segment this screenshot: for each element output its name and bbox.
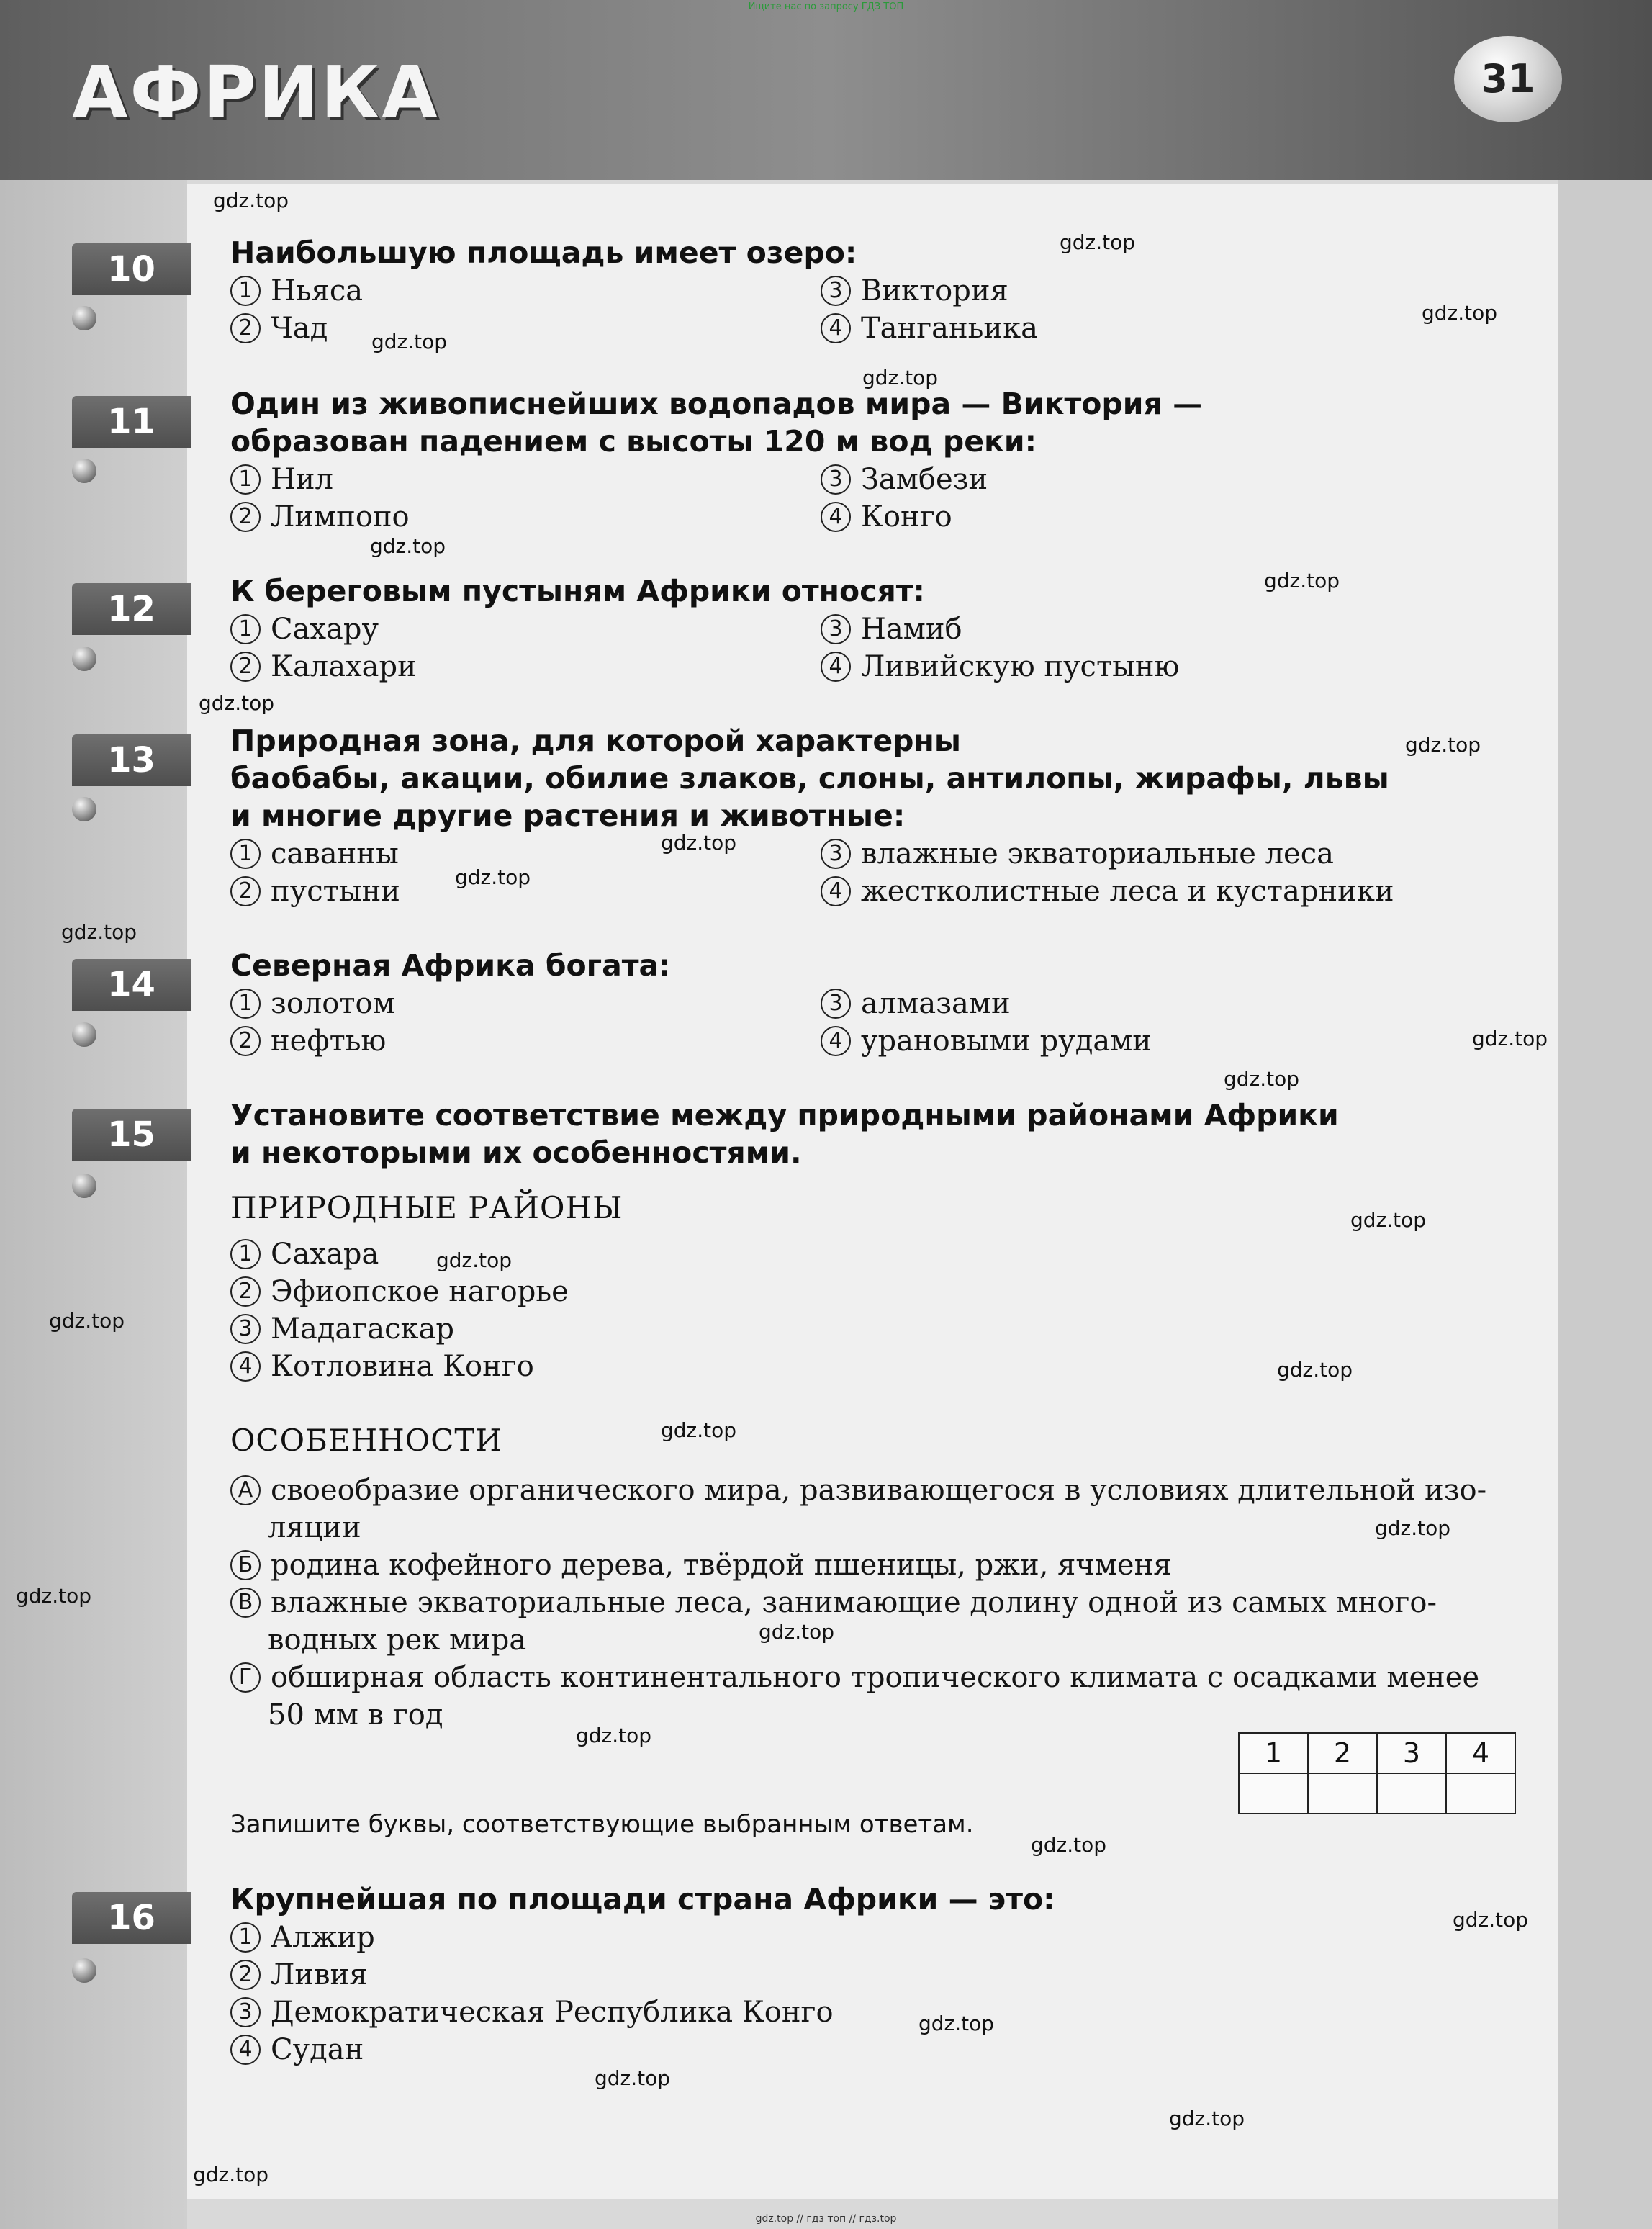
feature-g-cont: 50 мм в год [268,1698,443,1732]
bullet-dot [72,1958,96,1983]
option-number-icon: 1 [230,464,261,495]
option-number-icon: 4 [821,313,851,343]
feature-g: Г обширная область континентального тропического климата с осадками менее [230,1659,1479,1696]
watermark: gdz.top [1422,301,1498,325]
question-number-13: 13 [72,734,191,786]
feature-b: Б родина кофейного дерева, твёрдой пшеницы, ржи, ячменя [230,1546,1171,1584]
question-12-text: К береговым пустыням Африки относят: [230,574,925,608]
watermark: gdz.top [371,330,448,354]
page-number: 31 [1481,56,1535,102]
bullet-dot [72,1022,96,1047]
option-number-icon: 2 [230,1960,261,1990]
q12-option-1[interactable]: 1 Сахару [230,611,379,648]
option-number-icon: 4 [230,2035,261,2065]
question-number-14: 14 [72,959,191,1011]
q12-option-4[interactable]: 4 Ливийскую пустыню [821,648,1179,685]
q14-option-1[interactable]: 1 золотом [230,985,395,1022]
question-15-line-1: Установите соответствие между природными районами Африки [230,1098,1339,1132]
watermark: gdz.top [1277,1358,1353,1382]
q13-option-1[interactable]: 1 саванны [230,835,399,873]
q14-option-2[interactable]: 2 нефтью [230,1022,386,1060]
q16-option-1[interactable]: 1 Алжир [230,1919,375,1956]
bullet-dot [72,306,96,330]
question-11-line-1: Один из живописнейших водопадов мира — Виктория — [230,387,1203,421]
watermark: gdz.top [16,1584,92,1608]
option-number-icon: 3 [821,464,851,495]
regions-heading: ПРИРОДНЫЕ РАЙОНЫ [230,1190,623,1225]
option-number-icon: 1 [230,276,261,306]
answer-header-1: 1 [1239,1733,1308,1773]
q16-option-3[interactable]: 3 Демократическая Республика Конго [230,1994,834,2031]
option-number-icon: 3 [821,614,851,644]
watermark: gdz.top [199,691,275,715]
question-13-line-3: и многие другие растения и животные: [230,798,906,833]
option-number-icon: 4 [821,652,851,682]
watermark: gdz.top [213,189,289,212]
watermark: gdz.top [1169,2107,1245,2130]
watermark: gdz.top [1375,1516,1451,1540]
question-13-line-1: Природная зона, для которой характерны [230,724,961,758]
q13-option-3[interactable]: 3 влажные экваториальные леса [821,835,1334,873]
watermark: gdz.top [1264,569,1340,593]
option-number-icon: 3 [230,1314,261,1344]
top-note: Ищите нас по запросу ГДЗ ТОП [748,1,904,12]
q10-option-1[interactable]: 1 Ньяса [230,272,363,310]
question-number-10: 10 [72,243,191,295]
bullet-dot [72,647,96,671]
watermark: gdz.top [1405,733,1481,757]
watermark: gdz.top [661,1418,737,1442]
feature-a: А своеобразие органического мира, развивающегося в условиях длительной изо- [230,1472,1486,1509]
feature-a-cont: ляции [268,1511,361,1544]
q12-option-2[interactable]: 2 Калахари [230,648,417,685]
letter-icon: Г [230,1662,261,1693]
watermark: gdz.top [1453,1908,1529,1932]
watermark: gdz.top [370,534,446,558]
answer-header-4: 4 [1446,1733,1515,1773]
q11-option-4[interactable]: 4 Конго [821,498,952,536]
question-13-line-2: баобабы, акации, обилие злаков, слоны, антилопы, жирафы, львы [230,761,1389,796]
watermark: gdz.top [661,831,737,855]
option-number-icon: 2 [230,502,261,532]
q10-option-4[interactable]: 4 Танганьика [821,310,1038,347]
option-number-icon: 1 [230,1922,261,1953]
q11-option-3[interactable]: 3 Замбези [821,461,988,498]
option-number-icon: 1 [230,839,261,869]
watermark: gdz.top [918,2012,995,2035]
q14-option-3[interactable]: 3 алмазами [821,985,1011,1022]
right-margin [1558,180,1652,2229]
option-number-icon: 1 [230,1239,261,1269]
answer-header-3: 3 [1377,1733,1446,1773]
option-number-icon: 2 [230,1026,261,1056]
q16-option-4[interactable]: 4 Судан [230,2031,364,2068]
question-number-12: 12 [72,583,191,635]
watermark: gdz.top [1224,1067,1300,1091]
q14-option-4[interactable]: 4 урановыми рудами [821,1022,1152,1060]
page-header [0,0,1652,180]
answer-cell-3[interactable] [1377,1773,1446,1814]
q13-option-2[interactable]: 2 пустыни [230,873,400,910]
option-number-icon: 2 [230,876,261,906]
watermark: gdz.top [862,366,939,389]
answer-instruction: Запишите буквы, соответствующие выбранным ответам. [230,1810,974,1839]
option-number-icon: 3 [821,276,851,306]
option-number-icon: 4 [821,876,851,906]
option-number-icon: 2 [230,652,261,682]
question-15-line-2: и некоторыми их особенностями. [230,1135,802,1170]
region-3: 3 Мадагаскар [230,1310,454,1348]
option-number-icon: 1 [230,989,261,1019]
answer-cell-1[interactable] [1239,1773,1308,1814]
feature-v: В влажные экваториальные леса, занимающие долину одной из самых много- [230,1584,1437,1621]
watermark: gdz.top [1350,1208,1427,1232]
question-number-11: 11 [72,396,191,448]
feature-v-cont: водных рек мира [268,1624,527,1657]
option-number-icon: 2 [230,313,261,343]
answer-table [1238,1732,1516,1814]
letter-icon: В [230,1588,261,1618]
answer-cell-4[interactable] [1446,1773,1515,1814]
option-number-icon: 3 [821,989,851,1019]
watermark: gdz.top [61,920,137,944]
bullet-dot [72,1174,96,1198]
q16-option-2[interactable]: 2 Ливия [230,1956,367,1994]
bullet-dot [72,459,96,483]
bullet-dot [72,797,96,821]
watermark: gdz.top [1472,1027,1548,1050]
question-number-15: 15 [72,1109,191,1161]
q10-option-3[interactable]: 3 Виктория [821,272,1008,310]
letter-icon: А [230,1475,261,1505]
option-number-icon: 4 [230,1351,261,1382]
question-10-text: Наибольшую площадь имеет озеро: [230,235,857,270]
q11-option-1[interactable]: 1 Нил [230,461,333,498]
region-4: 4 Котловина Конго [230,1348,534,1385]
watermark: gdz.top [595,2066,671,2090]
region-2: 2 Эфиопское нагорье [230,1273,569,1310]
footer-text: gdz.top // гдз топ // гдз.top [755,2213,897,2225]
region-1: 1 Сахара [230,1235,379,1273]
option-number-icon: 1 [230,614,261,644]
question-11-line-2: образован падением с высоты 120 м вод реки: [230,424,1037,459]
watermark: gdz.top [436,1248,513,1272]
q11-option-2[interactable]: 2 Лимпопо [230,498,410,536]
option-number-icon: 3 [230,1997,261,2027]
answer-header-2: 2 [1308,1733,1377,1773]
section-title: АФРИКА [72,50,440,135]
question-16-text: Крупнейшая по площади страна Африки — это: [230,1882,1055,1917]
q13-option-4[interactable]: 4 жестколистные леса и кустарники [821,873,1394,910]
option-number-icon: 3 [821,839,851,869]
watermark: gdz.top [576,1724,652,1747]
option-number-icon: 2 [230,1276,261,1307]
watermark: gdz.top [759,1620,835,1644]
q12-option-3[interactable]: 3 Намиб [821,611,962,648]
watermark: gdz.top [1060,230,1136,254]
watermark: gdz.top [455,865,531,889]
option-number-icon: 4 [821,1026,851,1056]
watermark: gdz.top [1031,1833,1107,1857]
option-number-icon: 4 [821,502,851,532]
letter-icon: Б [230,1550,261,1580]
question-number-16: 16 [72,1892,191,1944]
q10-option-2[interactable]: 2 Чад [230,310,328,347]
page-number-badge [1454,36,1562,122]
features-heading: ОСОБЕННОСТИ [230,1423,502,1458]
question-14-text: Северная Африка богата: [230,948,671,983]
answer-cell-2[interactable] [1308,1773,1377,1814]
watermark: gdz.top [49,1309,125,1333]
watermark: gdz.top [193,2163,269,2187]
